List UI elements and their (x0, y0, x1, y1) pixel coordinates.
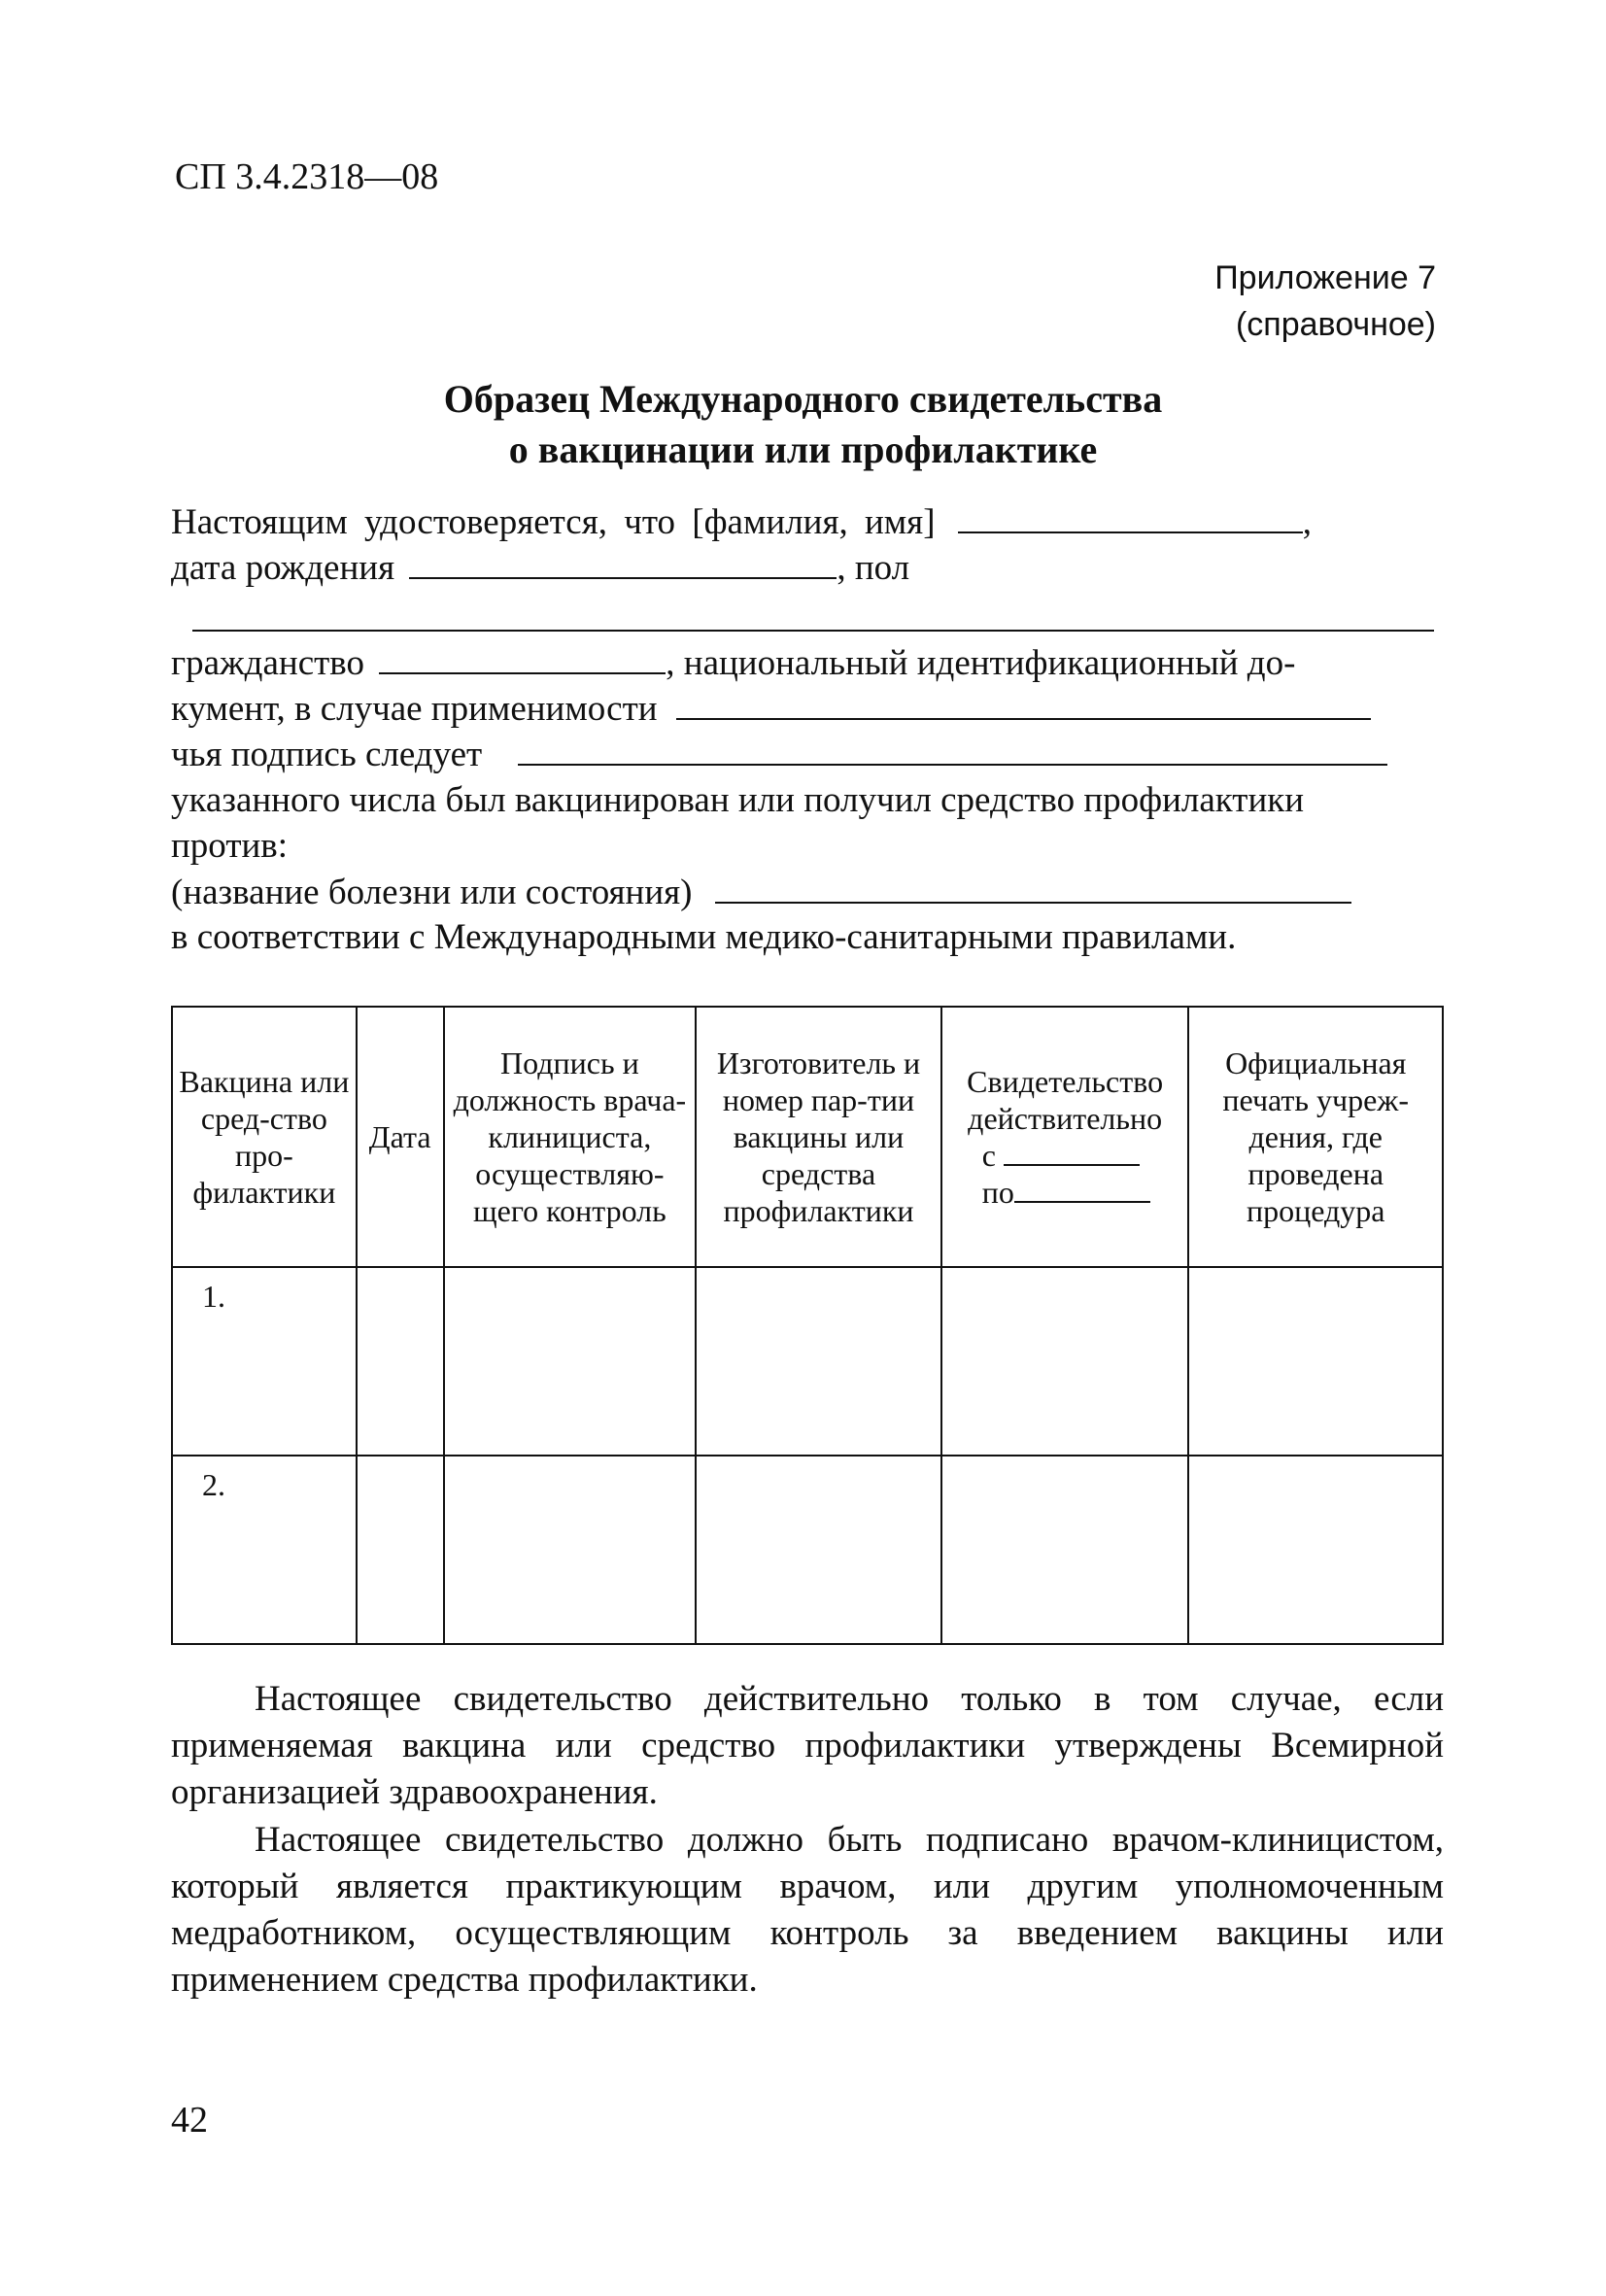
form-line-vaccinated: указанного числа был вакцинирован или получил средство профилактики (171, 780, 1305, 820)
paragraph-validity-note: Настоящее свидетельство действительно только в том случае, если применяемая вакцина или средство профилактики утверждены Всемирной организацией здравоохранения. (171, 1679, 1444, 1812)
disease-field[interactable] (715, 871, 1351, 904)
name-field[interactable] (958, 500, 1303, 533)
form-line-name: Настоящим удостоверяется, что [фамилия, имя] , (171, 502, 1313, 542)
table-cell[interactable] (1188, 1456, 1443, 1644)
signature-field[interactable] (518, 733, 1387, 766)
form-line-birth: дата рождения , пол (171, 548, 910, 588)
table-cell[interactable] (444, 1267, 697, 1456)
col-header-date: Дата (357, 1007, 444, 1267)
row-number: 2. (172, 1456, 357, 1644)
table-cell[interactable] (696, 1267, 941, 1456)
table-cell[interactable] (941, 1456, 1189, 1644)
title-line-2: о вакцинации или профилактике (508, 428, 1098, 471)
birthdate-field[interactable] (409, 546, 837, 579)
form-line-disease: (название болезни или состояния) (171, 871, 1351, 914)
valid-from-field[interactable] (1004, 1139, 1140, 1166)
row-number: 1. (172, 1267, 357, 1456)
form-line-signature: чья подпись следует (171, 733, 1387, 776)
form-line-document: кумент, в случае применимости (171, 687, 1371, 731)
table-cell[interactable] (357, 1456, 444, 1644)
paragraph-signature-note: Настоящее свидетельство должно быть подписано врачом-клиницистом, который является практикующим врачом, или другим уполномоченным медработником, осуществляющим контроль за введением вакцины или применением средства профилактики. (171, 1820, 1444, 2000)
title-line-1: Образец Международного свидетельства (443, 377, 1163, 421)
col-header-vaccine: Вакцина или сред-ство про-филактики (172, 1007, 357, 1267)
col-header-manufacturer: Изготовитель и номер пар-тии вакцины или средства профилактики (696, 1007, 941, 1267)
table-header-row (172, 1007, 1443, 1267)
page-number: 42 (171, 2100, 208, 2141)
form-line-citizenship: гражданство , национальный идентификационный до- (171, 643, 1296, 683)
table-cell[interactable] (1188, 1267, 1443, 1456)
citizenship-field[interactable] (379, 641, 666, 674)
table-row (172, 1456, 1443, 1644)
table-cell[interactable] (444, 1456, 697, 1644)
page-title (0, 374, 1606, 475)
table-cell[interactable] (357, 1267, 444, 1456)
form-line-against: против: (171, 826, 289, 866)
table-cell[interactable] (941, 1267, 1189, 1456)
table-row (172, 1267, 1443, 1456)
form-line-regulations: в соответствии с Международными медико-санитарными правилами. (171, 917, 1237, 957)
valid-to-field[interactable] (1014, 1176, 1150, 1203)
id-document-field[interactable] (676, 687, 1371, 720)
appendix-number: Приложение 7 (1214, 259, 1436, 296)
table-cell[interactable] (696, 1456, 941, 1644)
col-header-seal: Официальная печать учреж-дения, где проведена процедура (1188, 1007, 1443, 1267)
sex-field-line[interactable] (192, 630, 1434, 632)
col-header-signature: Подпись и должность врача-клинициста, осуществляю-щего контроль (444, 1007, 697, 1267)
appendix-type: (справочное) (1235, 306, 1436, 343)
appendix-label (1214, 255, 1436, 348)
vaccination-table (171, 1006, 1444, 1645)
document-code: СП 3.4.2318—08 (175, 156, 439, 197)
col-header-validity: Свидетельство действительно с по (941, 1007, 1189, 1267)
